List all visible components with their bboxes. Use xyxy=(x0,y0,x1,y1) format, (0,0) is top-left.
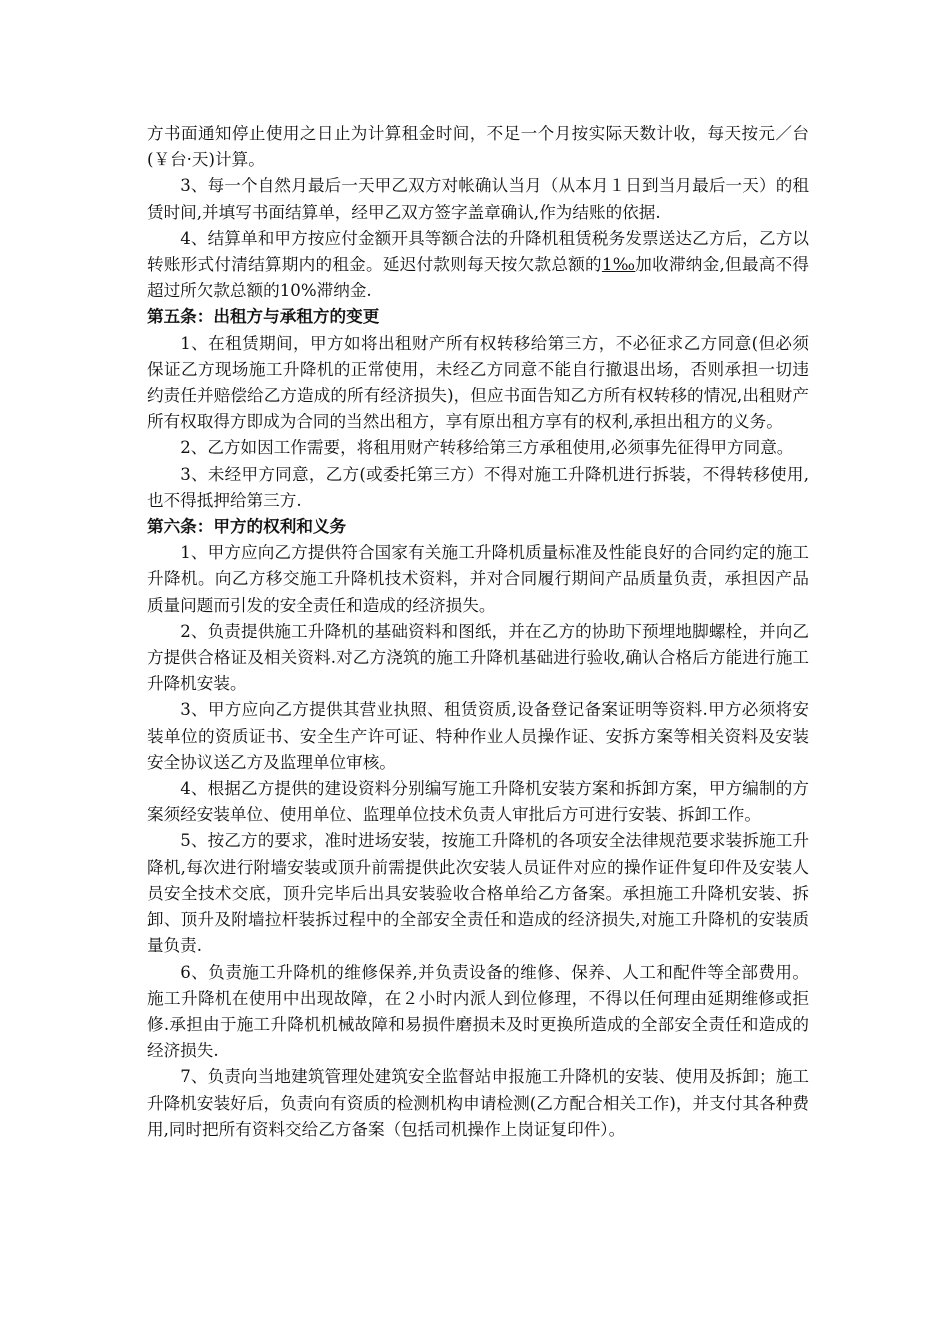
paragraph-6-2: 2、负责提供施工升降机的基础资料和图纸，并在乙方的协助下预埋地脚螺栓，并向乙方提供合格证及相关资料.对乙方浇筑的施工升降机基础进行验收,确认合格后方能进行施工升降机安装。 xyxy=(147,621,809,694)
paragraph-continued: 方书面通知停止使用之日止为计算租金时间，不足一个月按实际天数计收，每天按元／台(￥台·天)计算。 xyxy=(147,124,809,170)
paragraph-6-5: 5、按乙方的要求，准时进场安装，按施工升降机的各项安全法律规范要求装拆施工升降机,每次进行附墙安装或顶升前需提供此次安装人员证件对应的操作证件复印件及安装人员安全技术交底，顶升完毕后出具安装验收合格单给乙方备案。承担施工升降机安装、拆卸、顶升及附墙拉杆装拆过程中的全部安全责任和造成的经济损失,对施工升降机的安装质量负责. xyxy=(147,831,809,956)
paragraph-4-4-text-b: 加收滞纳金,但最高不得超过所欠款总额的10%滞纳金. xyxy=(147,255,810,301)
paragraph-4-4 xyxy=(147,226,809,305)
paragraph-4-4-text-a: 4、结算单和甲方按应付金额开具等额合法的升降机租赁税务发票送达乙方后，乙方以转账形式付清结算期内的租金。延迟付款则每天按欠款总额的 xyxy=(147,228,809,275)
paragraph-6-4: 4、根据乙方提供的建设资料分别编写施工升降机安装方案和拆卸方案，甲方编制的方案须经安装单位、使用单位、监理单位技术负责人审批后方可进行安装、拆卸工作。 xyxy=(147,779,809,825)
paragraph-6-3: 3、甲方应向乙方提供其营业执照、租赁资质,设备登记备案证明等资料.甲方必须将安装单位的资质证书、安全生产许可证、特种作业人员操作证、安拆方案等相关资料及安装安全协议送乙方及监理单位审核。 xyxy=(147,700,809,772)
paragraph-6-1: 1、甲方应向乙方提供符合国家有关施工升降机质量标准及性能良好的合同约定的施工升降机。向乙方移交施工升降机技术资料，并对合同履行期间产品质量负责，承担因产品质量问题而引发的安全责任和造成的经济损失。 xyxy=(147,543,809,615)
paragraph-4-3: 3、每一个自然月最后一天甲乙双方对帐确认当月（从本月１日到当月最后一天）的租赁时间,并填写书面结算单，经甲乙双方签字盖章确认,作为结账的依据. xyxy=(147,176,809,222)
article-5-heading: 第五条：出租方与承租方的变更 xyxy=(147,307,380,327)
paragraph-5-3: 3、未经甲方同意，乙方(或委托第三方）不得对施工升降机进行拆装，不得转移使用,也不得抵押给第三方. xyxy=(147,464,809,510)
late-fee-rate: 1‰ xyxy=(601,255,636,275)
paragraph-5-1: 1、在租赁期间，甲方如将出租财产所有权转移给第三方，不必征求乙方同意(但必须保证乙方现场施工升降机的正常使用，未经乙方同意不能自行撤退出场，否则承担一切违约责任并赔偿给乙方造成的所有经济损失)，但应书面告知乙方所有权转移的情况,出租财产所有权取得方即成为合同的当然出租方，享有原出租方享有的权利,承担出租方的义务。 xyxy=(147,333,809,432)
document-page xyxy=(147,121,809,1143)
paragraph-5-2: 2、乙方如因工作需要，将租用财产转移给第三方承租使用,必须事先征得甲方同意。 xyxy=(180,438,794,458)
article-6-heading: 第六条：甲方的权利和义务 xyxy=(147,517,347,537)
paragraph-6-7: 7、负责向当地建筑管理处建筑安全监督站申报施工升降机的安装、使用及拆卸；施工升降机安装好后，负责向有资质的检测机构申请检测(乙方配合相关工作)，并支付其各种费用,同时把所有资料交给乙方备案（包括司机操作上岗证复印件）。 xyxy=(147,1067,809,1139)
paragraph-6-6: 6、负责施工升降机的维修保养,并负责设备的维修、保养、人工和配件等全部费用。施工升降机在使用中出现故障，在２小时内派人到位修理，不得以任何理由延期维修或拒修.承担由于施工升降机机械故障和易损件磨损未及时更换所造成的全部安全责任和造成的经济损失. xyxy=(147,962,809,1061)
